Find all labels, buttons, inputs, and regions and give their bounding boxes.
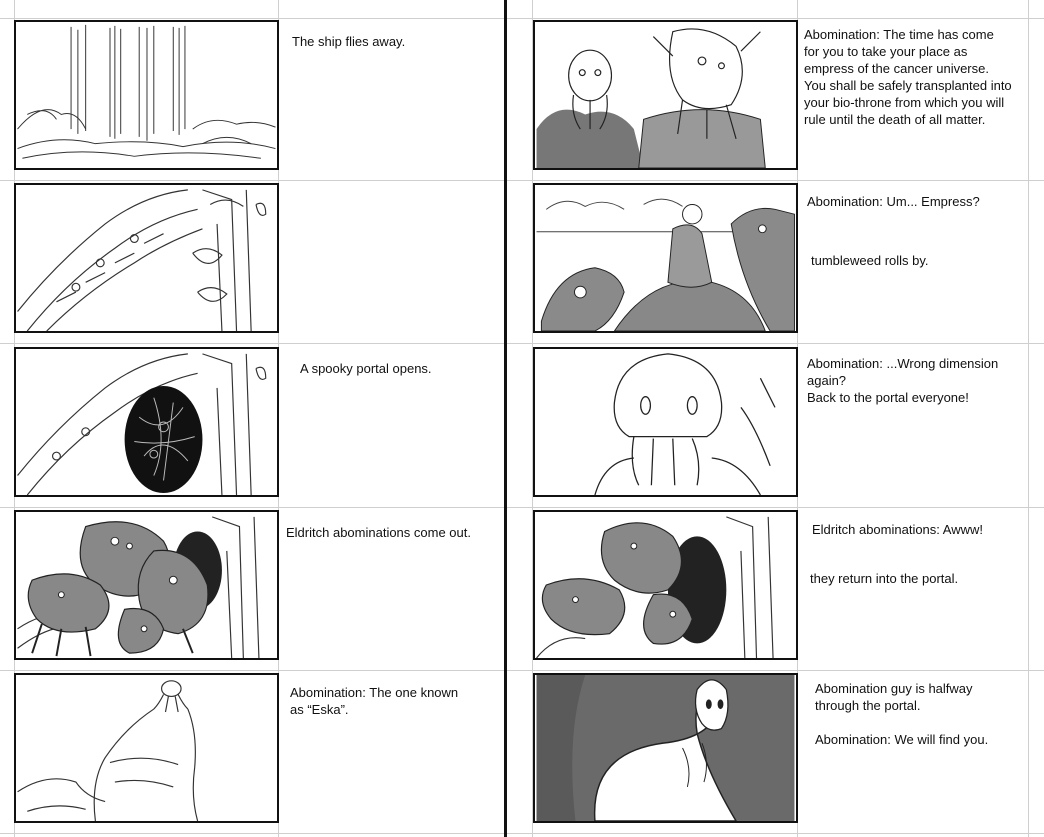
rule-line bbox=[1028, 0, 1029, 837]
panel-sketch bbox=[16, 185, 277, 331]
storyboard-panel bbox=[14, 510, 279, 660]
storyboard-panel bbox=[14, 183, 279, 333]
storyboard-panel bbox=[533, 183, 798, 333]
panel-caption-note: tumbleweed rolls by. bbox=[811, 253, 929, 268]
panel-caption: Abomination guy is halfway through the portal. Abomination: We will find you. bbox=[815, 681, 989, 747]
column-divider bbox=[504, 0, 507, 837]
storyboard-panel bbox=[14, 347, 279, 497]
panel-sketch bbox=[535, 512, 796, 658]
panel-sketch bbox=[16, 349, 277, 495]
panel-caption: The ship flies away. bbox=[292, 34, 406, 49]
panel-caption-note: they return into the portal. bbox=[810, 571, 959, 586]
rule-line bbox=[0, 18, 1044, 19]
rule-line bbox=[0, 507, 1044, 508]
panel-sketch bbox=[16, 675, 277, 821]
panel-caption: A spooky portal opens. bbox=[300, 361, 432, 376]
panel-sketch bbox=[16, 512, 277, 658]
panel-sketch bbox=[16, 22, 277, 168]
rule-line bbox=[0, 343, 1044, 344]
panel-caption: Abomination: ...Wrong dimension again? Back to the portal everyone! bbox=[807, 356, 999, 405]
panel-sketch bbox=[535, 185, 796, 331]
panel-caption: Eldritch abominations come out. bbox=[286, 525, 471, 540]
panel-sketch bbox=[535, 22, 796, 168]
rule-line bbox=[0, 180, 1044, 181]
panel-sketch bbox=[535, 349, 796, 495]
rule-line bbox=[0, 833, 1044, 834]
storyboard-panel bbox=[533, 673, 798, 823]
panel-caption: Abomination: Um... Empress? bbox=[807, 194, 980, 209]
panel-caption: Abomination: The one known as “Eska”. bbox=[290, 685, 459, 717]
storyboard-panel bbox=[14, 20, 279, 170]
storyboard-panel bbox=[533, 510, 798, 660]
storyboard-panel bbox=[14, 673, 279, 823]
panel-caption: Eldritch abominations: Awww! bbox=[812, 522, 984, 537]
panel-sketch bbox=[535, 675, 796, 821]
panel-caption: Abomination: The time has come for you to take your place as empress of the cancer universe. You shall be safely transplanted into your bio-throne from which you will rule until the death of all matter. bbox=[804, 27, 1012, 127]
storyboard-panel bbox=[533, 20, 798, 170]
rule-line bbox=[0, 670, 1044, 671]
storyboard-panel bbox=[533, 347, 798, 497]
